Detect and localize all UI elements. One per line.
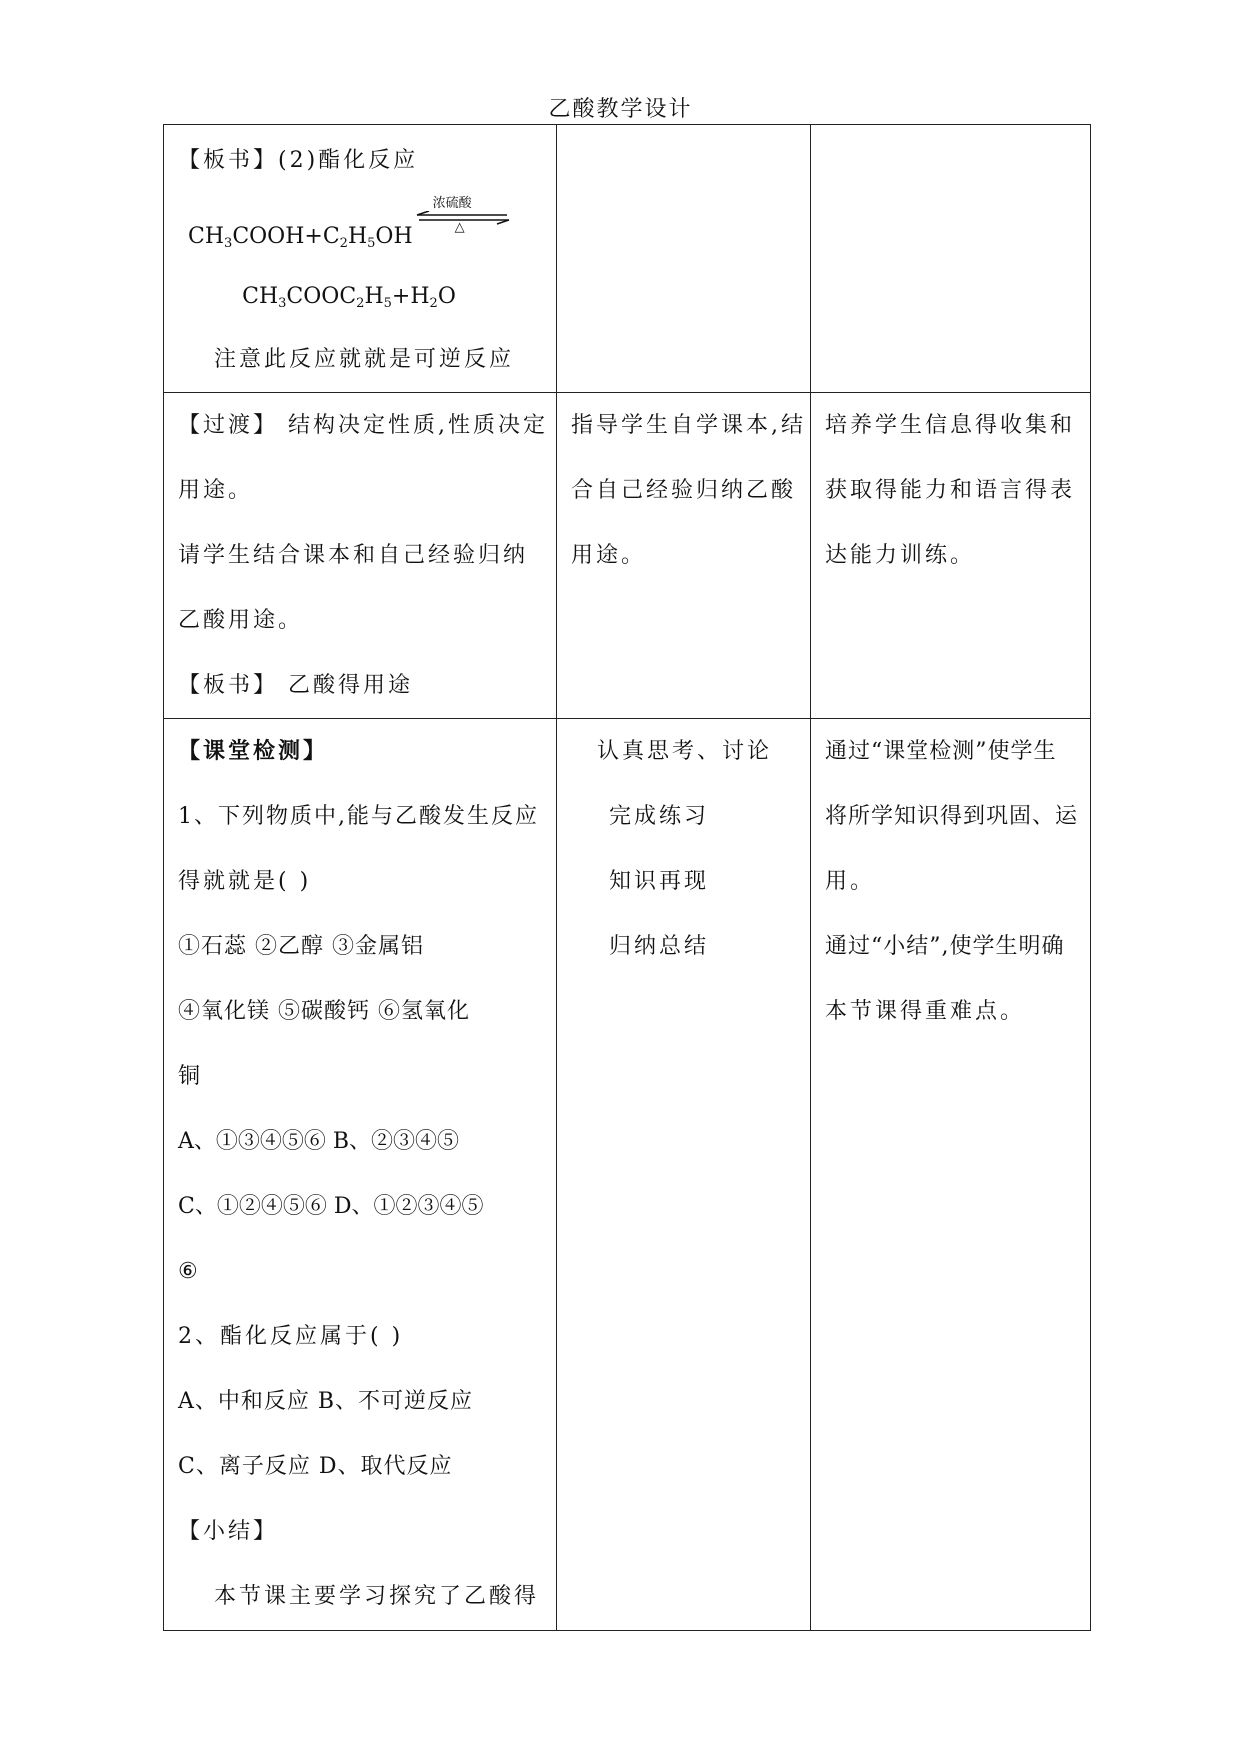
reaction-equation-reactants: $CH_3COOH+C_2H_5OH$ 浓硫酸 △: [178, 197, 550, 267]
student-line: 认真思考、讨论: [597, 739, 773, 764]
reversible-arrow: [415, 196, 511, 237]
student-line: 合自己经验归纳乙酸: [571, 478, 797, 503]
option-line: ④氧化镁 ⑤碳酸钙 ⑥氢氧化: [178, 999, 470, 1024]
teacher-activity-cell: [164, 719, 557, 1631]
purpose-line: 达能力训练。: [825, 543, 976, 568]
teacher-activity-cell: [164, 125, 557, 393]
option-line: ①石蕊 ②乙醇 ③金属铝: [178, 934, 424, 959]
summary-heading: 【小结】: [178, 1519, 279, 1544]
answer-line: A、①③④⑤⑥ B、②③④⑤: [178, 1129, 460, 1154]
student-line: 指导学生自学课本,结: [571, 413, 806, 438]
catalyst-label: 浓硫酸: [432, 196, 472, 211]
purpose-line: 用。: [825, 869, 876, 894]
purpose-line: 通过“小结”,使学生明确: [825, 934, 1065, 959]
reaction-equation-products: $CH_3COOC_2H_5+H_2O$: [242, 284, 456, 311]
question-line: 1、下列物质中,能与乙酸发生反应: [178, 804, 539, 829]
teacher-line: 【过渡】 结构决定性质,性质决定: [178, 413, 548, 438]
summary-text: 本节课主要学习探究了乙酸得: [214, 1584, 540, 1609]
design-purpose-cell: [811, 393, 1091, 719]
teacher-line: 用途。: [178, 478, 254, 503]
page-title: 乙酸教学设计: [548, 97, 693, 122]
reaction-note: 注意此反应就就是可逆反应: [213, 347, 514, 372]
board-label: 【板书】: [178, 148, 279, 173]
purpose-line: 本节课得重难点。: [825, 999, 1026, 1024]
student-line: 知识再现: [609, 869, 710, 894]
purpose-line: 培养学生信息得收集和: [825, 413, 1076, 438]
question-line: 2、酯化反应属于( ): [178, 1324, 404, 1349]
question-line: 得就就是( ): [178, 869, 312, 894]
board-text: (2)酯化反应: [278, 148, 419, 173]
heat-label: △: [454, 220, 465, 235]
purpose-line: 通过“课堂检测”使学生: [825, 739, 1057, 764]
answer-line: C、①②④⑤⑥ D、①②③④⑤: [178, 1194, 484, 1219]
teacher-activity-cell: [164, 393, 557, 719]
answer-line: A、中和反应 B、不可逆反应: [178, 1389, 474, 1414]
teacher-line: 乙酸用途。: [178, 608, 304, 633]
student-activity-cell: [557, 393, 811, 719]
purpose-line: 获取得能力和语言得表: [825, 478, 1076, 503]
table-row: [164, 125, 1091, 393]
student-line: 用途。: [571, 543, 647, 568]
lesson-table: [163, 124, 1091, 1631]
design-purpose-cell: [811, 719, 1091, 1631]
teacher-line: 请学生结合课本和自己经验归纳: [178, 543, 529, 568]
student-line: 归纳总结: [609, 934, 710, 959]
student-line: 完成练习: [609, 804, 710, 829]
table-row: [164, 393, 1091, 719]
teacher-line: 【板书】 乙酸得用途: [178, 673, 413, 698]
classroom-test-heading: 【课堂检测】: [178, 738, 329, 764]
answer-line: ⑥: [178, 1259, 201, 1284]
design-purpose-cell: [811, 125, 1091, 393]
table-row: [164, 719, 1091, 1631]
student-activity-cell: [557, 719, 811, 1631]
board-heading: [178, 125, 550, 197]
student-activity-cell: [557, 125, 811, 393]
answer-line: C、离子反应 D、取代反应: [178, 1454, 453, 1479]
purpose-line: 将所学知识得到巩固、运: [825, 804, 1079, 829]
option-line: 铜: [178, 1064, 204, 1089]
